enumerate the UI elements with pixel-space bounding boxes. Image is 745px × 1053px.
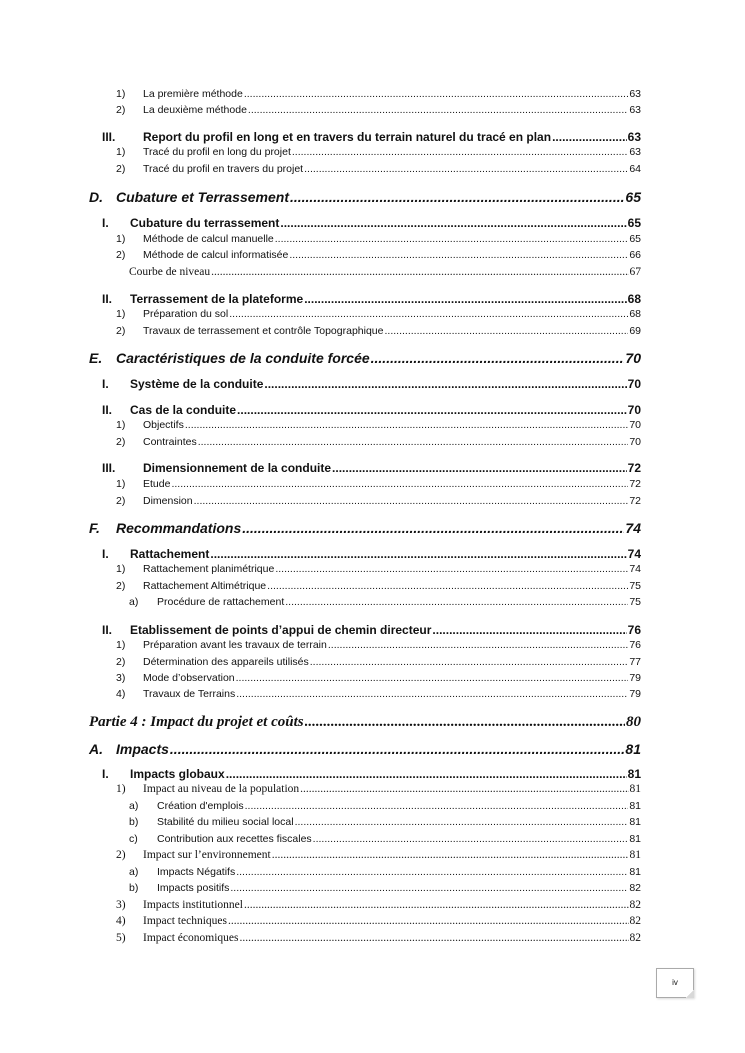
toc-entry[interactable]: [89, 308, 641, 320]
toc-entry-page: 81: [629, 800, 641, 812]
toc-entry-page: 63: [627, 130, 641, 144]
toc-entry-number: a): [129, 866, 139, 878]
toc-entry-page: 72: [627, 461, 641, 475]
toc-entry[interactable]: [89, 783, 641, 795]
dot-leader: [237, 403, 627, 417]
toc-entry-page: 63: [629, 104, 641, 116]
toc-entry-title: Impact sur l’environnement: [143, 849, 271, 861]
toc-entry-number: b): [129, 882, 139, 894]
toc-entry[interactable]: [89, 461, 641, 475]
toc-entry-page: 65: [627, 216, 641, 230]
toc-entry-page: 63: [629, 146, 641, 158]
toc-entry[interactable]: [89, 816, 641, 828]
toc-entry-page: 81: [629, 866, 641, 878]
toc-entry-title: Cubature du terrassement: [130, 216, 280, 230]
toc-entry-number: 2): [116, 495, 126, 507]
toc-entry-number: A.: [89, 741, 103, 757]
toc-entry-title: Impacts Négatifs: [157, 866, 236, 878]
toc-entry[interactable]: [89, 104, 641, 116]
toc-entry-number: 4): [116, 915, 126, 927]
toc-entry-title: Impact techniques: [143, 915, 227, 927]
toc-entry-number: F.: [89, 520, 100, 536]
toc-entry-number: 1): [116, 478, 126, 490]
toc-entry-page: 79: [629, 688, 641, 700]
toc-entry-number: I.: [102, 377, 109, 391]
toc-entry-number: 3): [116, 899, 126, 911]
dot-leader: [236, 688, 628, 700]
dot-leader: [244, 88, 629, 100]
toc-entry-page: 74: [629, 563, 641, 575]
toc-entry-page: 63: [629, 88, 641, 100]
dot-leader: [313, 833, 629, 845]
toc-entry[interactable]: [89, 403, 641, 417]
toc-entry-number: 2): [116, 656, 126, 668]
toc-entry-number: 1): [116, 419, 126, 431]
toc-entry-number: 2): [116, 849, 126, 861]
toc-entry[interactable]: [89, 436, 641, 448]
toc-entry[interactable]: [89, 88, 641, 100]
toc-entry-title: Objectifs: [143, 419, 184, 431]
dot-leader: [236, 672, 629, 684]
toc-entry-number: E.: [89, 350, 103, 366]
toc-entry-number: I.: [102, 547, 109, 561]
dot-leader: [304, 292, 626, 306]
toc-entry-page: 72: [629, 478, 641, 490]
toc-entry-number: 2): [116, 163, 126, 175]
dot-leader: [290, 189, 624, 205]
toc-entry-title: Méthode de calcul informatisée: [143, 249, 289, 261]
toc-entry[interactable]: [89, 639, 641, 651]
toc-entry-page: 64: [629, 163, 641, 175]
toc-entry-title: Terrassement de la plateforme: [130, 292, 304, 306]
dot-leader: [267, 580, 628, 592]
dot-leader: [384, 325, 628, 337]
toc-entry-title: Système de la conduite: [130, 377, 264, 391]
dot-leader: [300, 783, 628, 795]
toc-entry-number: 2): [116, 325, 126, 337]
toc-entry-number: II.: [102, 403, 113, 417]
toc-entry-number: 2): [116, 249, 126, 261]
toc-entry-page: 81: [629, 833, 641, 845]
toc-entry-page: 81: [629, 849, 641, 861]
toc-entry-number: I.: [102, 767, 109, 781]
toc-entry-page: 66: [629, 249, 641, 261]
toc-entry-title: Impacts globaux: [130, 767, 225, 781]
toc-entry-page: 67: [629, 266, 641, 278]
toc-entry[interactable]: [89, 656, 641, 668]
toc-entry-title: Cubature et Terrassement: [116, 189, 289, 205]
toc-entry-number: 1): [116, 308, 126, 320]
toc-entry-page: 68: [627, 292, 641, 306]
toc-entry[interactable]: [89, 688, 641, 700]
toc-entry-page: 81: [625, 741, 641, 757]
toc-entry-title: Etablissement de points d’appui de chemin directeur: [130, 623, 432, 637]
toc-entry[interactable]: [89, 233, 641, 245]
toc-entry-title: Rattachement planimétrique: [143, 563, 275, 575]
dot-leader: [289, 249, 628, 261]
toc-entry[interactable]: [89, 520, 641, 536]
dot-leader: [310, 656, 629, 668]
toc-entry-title: Tracé du profil en long du projet: [143, 146, 291, 158]
toc-entry-page: 81: [627, 767, 641, 781]
dot-leader: [328, 639, 628, 651]
dot-leader: [242, 520, 624, 536]
toc-entry[interactable]: [89, 419, 641, 431]
page-number-box: [656, 968, 694, 998]
toc-entry[interactable]: [89, 932, 641, 944]
dot-leader: [244, 899, 629, 911]
dot-leader: [292, 146, 628, 158]
toc-entry-number: a): [129, 800, 139, 812]
dot-leader: [280, 216, 626, 230]
toc-entry-title: La deuxième méthode: [143, 104, 247, 116]
dot-leader: [229, 308, 628, 320]
dot-leader: [210, 547, 626, 561]
toc-entry[interactable]: [89, 800, 641, 812]
toc-entry-title: Travaux de Terrains: [143, 688, 236, 700]
dot-leader: [432, 623, 626, 637]
dot-leader: [275, 563, 628, 575]
toc-entry-page: 82: [629, 915, 641, 927]
toc-entry[interactable]: [89, 915, 641, 927]
toc-entry-title: Rattachement: [130, 547, 210, 561]
toc-entry-page: 82: [629, 932, 641, 944]
toc-entry-number: 1): [116, 639, 126, 651]
toc-entry-title: Etude: [143, 478, 171, 490]
toc-entry-page: 70: [629, 436, 641, 448]
toc-entry-number: III.: [102, 461, 116, 475]
toc-entry-title: Impacts: [116, 741, 169, 757]
toc-entry[interactable]: [89, 623, 641, 637]
toc-entry-title: Impacts institutionnel: [143, 899, 243, 911]
dot-leader: [194, 495, 629, 507]
toc-entry-page: 68: [629, 308, 641, 320]
dot-leader: [275, 233, 629, 245]
toc-entry-title: Dimension: [143, 495, 193, 507]
toc-entry[interactable]: [89, 672, 641, 684]
dot-leader: [236, 866, 628, 878]
toc-entry[interactable]: [89, 266, 641, 278]
toc-entry-number: 1): [116, 88, 126, 100]
toc-entry-number: 2): [116, 104, 126, 116]
dot-leader: [305, 714, 625, 731]
dot-leader: [211, 266, 628, 278]
toc-entry[interactable]: [89, 547, 641, 561]
toc-entry[interactable]: [89, 741, 641, 757]
toc-entry[interactable]: [89, 833, 641, 845]
toc-entry-number: II.: [102, 292, 113, 306]
dot-leader: [230, 882, 628, 894]
toc-entry-page: 70: [629, 419, 641, 431]
toc-entry-page: 82: [629, 899, 641, 911]
toc-entry-title: Contribution aux recettes fiscales: [157, 833, 312, 845]
toc-entry[interactable]: [89, 325, 641, 337]
toc-entry[interactable]: [89, 189, 641, 205]
toc-entry-title: Stabilité du milieu social local: [157, 816, 294, 828]
toc-entry-title: Impact économiques: [143, 932, 239, 944]
toc-entry[interactable]: [89, 866, 641, 878]
toc-entry-page: 74: [627, 547, 641, 561]
toc-entry-page: 65: [625, 189, 641, 205]
toc-entry-title: Procédure de rattachement: [157, 596, 285, 608]
toc-entry[interactable]: [89, 563, 641, 575]
dot-leader: [272, 849, 629, 861]
toc-entry[interactable]: [89, 216, 641, 230]
toc-entry-title: Dimensionnement de la conduite: [143, 461, 332, 475]
toc-entry-title: Méthode de calcul manuelle: [143, 233, 274, 245]
toc-entry-title: Mode d’observation: [143, 672, 235, 684]
toc-entry-page: 70: [627, 403, 641, 417]
toc-entry-title: Caractéristiques de la conduite forcée: [116, 350, 370, 366]
toc-entry-page: 75: [629, 596, 641, 608]
toc-entry-title: Rattachement Altimétrique: [143, 580, 267, 592]
toc-entry-title: Tracé du profil en travers du projet: [143, 163, 304, 175]
toc-entry-number: 1): [116, 233, 126, 245]
toc-entry-number: 2): [116, 580, 126, 592]
dot-leader: [245, 800, 629, 812]
toc-entry-page: 65: [629, 233, 641, 245]
toc-entry-page: 76: [629, 639, 641, 651]
toc-entry[interactable]: [89, 478, 641, 490]
toc-entry-number: a): [129, 596, 139, 608]
dot-leader: [226, 767, 627, 781]
toc-entry-title: Impact au niveau de la population: [143, 783, 300, 795]
toc-entry-page: 81: [629, 783, 641, 795]
toc-entry-page: 80: [626, 714, 641, 730]
toc-entry-title: Report du profil en long et en travers du terrain naturel du tracé en plan: [143, 130, 552, 144]
toc-entry-title: Travaux de terrassement et contrôle Topographique: [143, 325, 384, 337]
toc-entry-number: D.: [89, 189, 103, 205]
toc-entry-number: III.: [102, 130, 116, 144]
toc-entry-title: Contraintes: [143, 436, 197, 448]
toc-entry[interactable]: [89, 882, 641, 894]
toc-entry-title: Cas de la conduite: [130, 403, 237, 417]
toc-entry[interactable]: [89, 146, 641, 158]
toc-entry-page: 76: [627, 623, 641, 637]
toc-entry-number: 1): [116, 563, 126, 575]
toc-entry-number: 1): [116, 783, 126, 795]
toc-entry[interactable]: [89, 130, 641, 144]
toc-entry-page: 69: [629, 325, 641, 337]
toc-entry[interactable]: [89, 163, 641, 175]
dot-leader: [170, 741, 625, 757]
toc-entry-number: c): [129, 833, 138, 845]
dot-leader: [248, 104, 628, 116]
toc-entry-title: Courbe de niveau: [129, 266, 211, 278]
toc-entry-number: I.: [102, 216, 109, 230]
toc-entry-title: Impacts positifs: [157, 882, 230, 894]
dot-leader: [285, 596, 628, 608]
toc-entry[interactable]: [89, 350, 641, 366]
toc-entry-title: Préparation avant les travaux de terrain: [143, 639, 327, 651]
toc-entry-number: II.: [102, 623, 113, 637]
toc-entry[interactable]: [89, 849, 641, 861]
toc-entry-page: 81: [629, 816, 641, 828]
dot-leader: [171, 478, 628, 490]
toc-entry[interactable]: [89, 767, 641, 781]
toc-entry-number: 2): [116, 436, 126, 448]
toc-entry[interactable]: [89, 249, 641, 261]
toc-entry[interactable]: [89, 596, 641, 608]
dot-leader: [552, 130, 627, 144]
toc-entry[interactable]: [89, 899, 641, 911]
toc-entry[interactable]: [89, 377, 641, 391]
toc-entry-page: 82: [629, 882, 641, 894]
toc-entry-page: 77: [629, 656, 641, 668]
toc-entry-title: Recommandations: [116, 520, 242, 536]
toc-entry-page: 75: [629, 580, 641, 592]
dot-leader: [228, 915, 629, 927]
page-number: iv: [672, 978, 678, 987]
toc-entry-page: 74: [625, 520, 641, 536]
dot-leader: [304, 163, 628, 175]
toc-entry[interactable]: [89, 580, 641, 592]
toc-entry-page: 70: [627, 377, 641, 391]
dot-leader: [198, 436, 629, 448]
toc-entry[interactable]: [89, 292, 641, 306]
dot-leader: [185, 419, 628, 431]
toc-entry-title: Création d'emplois: [157, 800, 244, 812]
toc-entry-title: La première méthode: [143, 88, 243, 100]
toc-entry-number: 5): [116, 932, 126, 944]
toc-entry-title: Détermination des appareils utilisés: [143, 656, 309, 668]
toc-entry-page: 79: [629, 672, 641, 684]
dot-leader: [295, 816, 629, 828]
toc-entry-number: 4): [116, 688, 126, 700]
toc-entry[interactable]: [89, 714, 641, 731]
toc-entry-title: Préparation du sol: [143, 308, 229, 320]
dot-leader: [264, 377, 626, 391]
dot-leader: [332, 461, 627, 475]
dot-leader: [239, 932, 628, 944]
dot-leader: [371, 350, 625, 366]
toc-entry-number: 3): [116, 672, 126, 684]
toc-entry-number: 1): [116, 146, 126, 158]
toc-entry-number: b): [129, 816, 139, 828]
toc-entry-page: 70: [625, 350, 641, 366]
toc-entry-page: 72: [629, 495, 641, 507]
toc-entry-title: Partie 4 : Impact du projet et coûts: [89, 714, 304, 730]
toc-entry[interactable]: [89, 495, 641, 507]
